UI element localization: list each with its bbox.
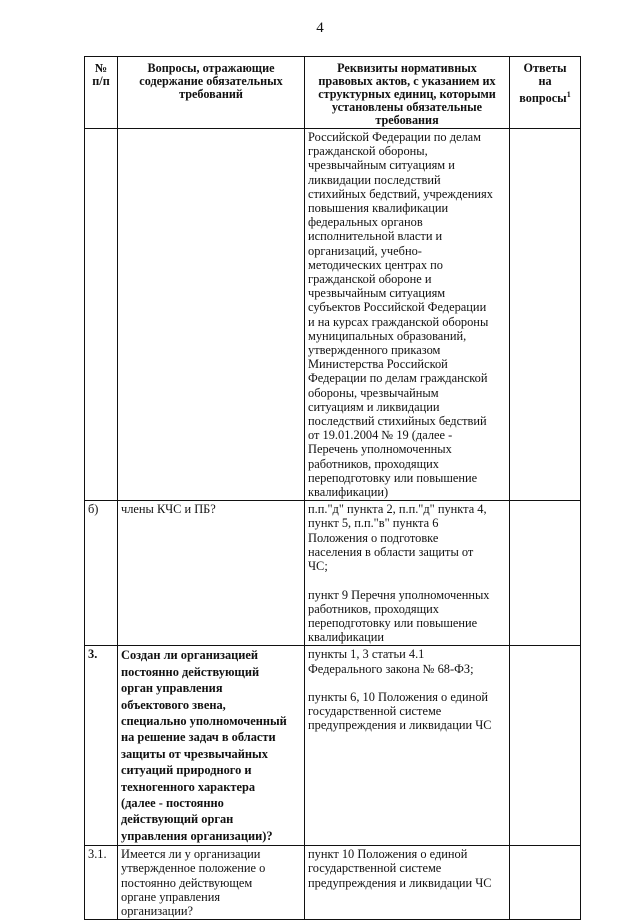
row-answer-cell[interactable] — [510, 129, 581, 501]
row-requisites: Российской Федерации по делам гражданской обороны, чрезвычайным ситуациям и ликвидации последствий стихийных бедствий, учреждениях повышения квалификации федеральных органов исполнительной власти и организаций, учебно- методических центрах по гражданской обороне и чрезвычайным ситуациям субъектов Российской Федерации и на курсах гражданской обороны муниципальных образований, утвержденного приказом Министерства Российской Федерации по делам гражданской обороны, чрезвычайным ситуациям и ликвидации последствий стихийных бедствий от 19.01.2004 № 19 (далее - Перечень уполномоченных работников, проходящих переподготовку или повышение квалификации) — [305, 129, 510, 501]
row-number — [85, 129, 118, 501]
header-questions: Вопросы, отражающие содержание обязательных требований — [118, 57, 305, 129]
row-question: Создан ли организацией постоянно действующий орган управления объектового звена, специально уполномоченный на решение задач в области защиты от чрезвычайных ситуаций природного и техногенного характера (далее - постоянно действующий орган управления организации)? — [118, 646, 305, 846]
table-row — [85, 846, 581, 920]
page-number: 4 — [316, 20, 324, 36]
row-number: 3.1. — [85, 846, 118, 920]
header-requisites: Реквизиты нормативных правовых актов, с указанием их структурных единиц, которыми установлены обязательные требования — [305, 57, 510, 129]
header-answers — [510, 57, 581, 129]
requirements-checklist-table — [84, 56, 581, 920]
row-question: Имеется ли у организации утвержденное положение о постоянно действующем органе управления организации? — [118, 846, 305, 920]
row-requisites: пункт 10 Положения о единой государственной системе предупреждения и ликвидации ЧС — [305, 846, 510, 920]
row-requisites: пункты 1, 3 статьи 4.1 Федерального закона № 68-ФЗ; пункты 6, 10 Положения о единой государственной системе предупреждения и ликвидации ЧС — [305, 646, 510, 846]
table-row — [85, 501, 581, 646]
table-header-row — [85, 57, 581, 129]
row-requisites: п.п."д" пункта 2, п.п."д" пункта 4, пункт 5, п.п."в" пункта 6 Положения о подготовке населения в области защиты от ЧС; пункт 9 Перечня уполномоченных работников, проходящих переподготовку или повышение квалификации — [305, 501, 510, 646]
row-number: 3. — [85, 646, 118, 846]
row-number: б) — [85, 501, 118, 646]
row-answer-cell[interactable] — [510, 501, 581, 646]
header-answers-label: Ответы на вопросы — [519, 61, 567, 106]
table-row — [85, 646, 581, 846]
header-number: № п/п — [85, 57, 118, 129]
row-answer-cell[interactable] — [510, 646, 581, 846]
row-answer-cell[interactable] — [510, 846, 581, 920]
table-row — [85, 129, 581, 501]
row-question: члены КЧС и ПБ? — [118, 501, 305, 646]
header-answers-footnote: 1 — [566, 90, 571, 99]
row-question — [118, 129, 305, 501]
